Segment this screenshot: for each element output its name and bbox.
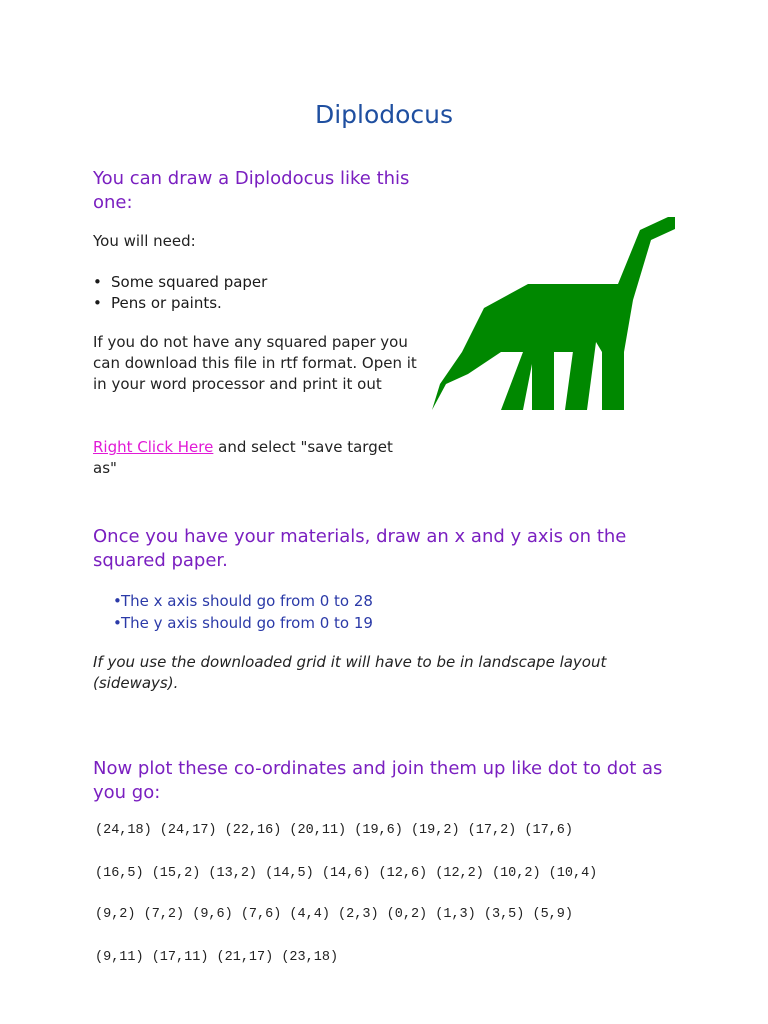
list-item: • The y axis should go from 0 to 19 — [93, 612, 373, 634]
intro-heading: You can draw a Diplodocus like this one: — [93, 168, 410, 213]
diplodocus-shape — [432, 217, 675, 410]
download-paragraph: If you do not have any squared paper you can download this file in rtf format. Open it in your word processor and print it out — [93, 333, 417, 393]
coordinate-row: (24,18) (24,17) (22,16) (20,11) (19,6) (19,2) (17,2) (17,6) — [95, 823, 573, 838]
page-title: Diplodocus — [314, 100, 454, 129]
list-item: • The x axis should go from 0 to 28 — [93, 590, 373, 612]
diplodocus-image — [428, 212, 678, 414]
link-after-text: and select "save target as" — [93, 438, 393, 477]
landscape-note: If you use the downloaded grid it will have to be in landscape layout (sideways). — [93, 653, 607, 692]
coordinate-row: (9,11) (17,11) (21,17) (23,18) — [95, 950, 339, 965]
need-list — [93, 272, 267, 314]
right-click-link[interactable]: Right Click Here — [93, 438, 214, 456]
list-item: • Some squared paper — [93, 272, 267, 293]
need-label: You will need: — [93, 232, 196, 250]
axis-list — [93, 590, 373, 634]
plot-heading: Now plot these co-ordinates and join them up like dot to dot as you go: — [93, 758, 663, 803]
materials-heading: Once you have your materials, draw an x and y axis on the squared paper. — [93, 526, 627, 571]
list-item: • Pens or paints. — [93, 293, 267, 314]
coordinate-row: (9,2) (7,2) (9,6) (7,6) (4,4) (2,3) (0,2) (1,3) (3,5) (5,9) — [95, 907, 573, 922]
coordinate-row: (16,5) (15,2) (13,2) (14,5) (14,6) (12,6) (12,2) (10,2) (10,4) — [95, 866, 598, 881]
download-instruction — [93, 437, 418, 479]
